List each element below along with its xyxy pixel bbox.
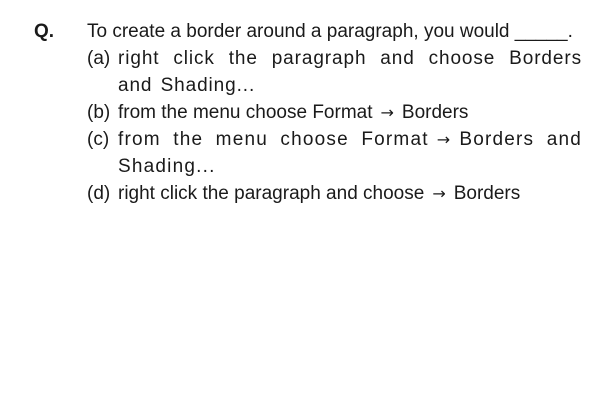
option-b-prefix: from the menu choose Format xyxy=(118,102,373,123)
option-d-letter: (d) xyxy=(87,183,111,204)
question-text: To create a border around a paragraph, you would _____. xyxy=(87,21,573,42)
right-arrow-icon: → xyxy=(380,103,394,122)
option-a xyxy=(87,45,582,99)
option-b-text xyxy=(118,99,582,126)
right-arrow-icon: → xyxy=(432,184,446,203)
option-b-letter: (b) xyxy=(87,102,111,123)
option-c-prefix: from the menu choose Format xyxy=(118,129,429,150)
option-b xyxy=(87,99,582,126)
option-d-prefix: right click the paragraph and choose xyxy=(118,183,425,204)
right-arrow-icon: → xyxy=(436,130,452,149)
option-c-letter: (c) xyxy=(87,129,110,150)
option-b-suffix: Borders xyxy=(401,102,469,123)
option-d xyxy=(87,180,582,207)
option-c xyxy=(87,126,582,180)
option-d-text xyxy=(118,180,582,207)
option-c-text xyxy=(118,126,582,180)
answer-options xyxy=(87,45,582,207)
option-a-letter: (a) xyxy=(87,48,111,69)
option-c-suffix: Borders and Shading... xyxy=(118,129,582,177)
option-a-text: right click the paragraph and choose Borders and Shading... xyxy=(118,48,582,96)
option-d-suffix: Borders xyxy=(453,183,521,204)
question-marker: Q. xyxy=(34,21,55,42)
